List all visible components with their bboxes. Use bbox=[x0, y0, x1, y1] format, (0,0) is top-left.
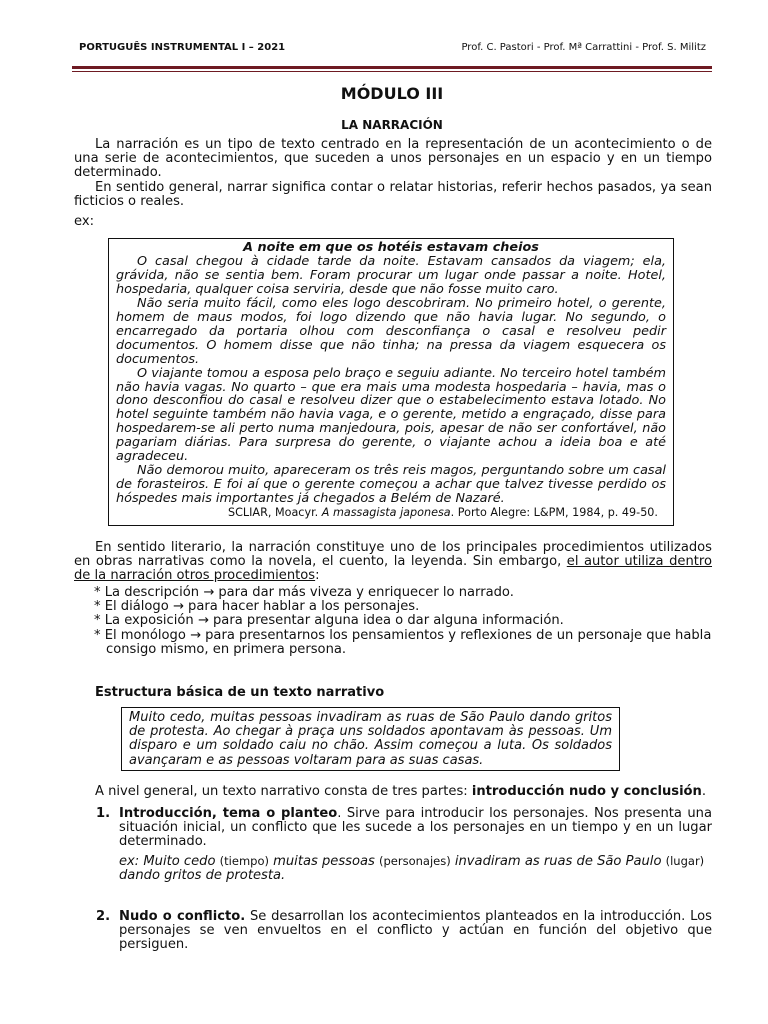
story-box bbox=[108, 238, 674, 526]
list-item: * La descripción → para dar más viveza y enriquecer lo narrado. bbox=[94, 585, 514, 600]
story-source: SCLIAR, Moacyr. A massagista japonesa. Porto Alegre: L&PM, 1984, p. 49-50. bbox=[227, 506, 658, 520]
procedures-list bbox=[94, 586, 712, 657]
header-rule-thick bbox=[72, 66, 712, 69]
example-label: ex: bbox=[74, 214, 94, 229]
course-title: PORTUGUÊS INSTRUMENTAL I – 2021 bbox=[79, 42, 286, 53]
story-paragraph: O viajante tomou a esposa pelo braço e seguiu adiante. No terceiro hotel também não havia vagas. No quarto – que era mais uma modesta hospedaria – havia, mas o dono desconfiou do casal e resolveu dizer que o estabelecimento estava lotado. No hotel seguinte também não havia vaga, e o gerente, metido a engraçado, disse para hospedarem-se ali perto numa manjedoura, pois, apesar de não ser confortável, não pagariam diárias. Para surpresa do gerente, o viajante achou a ideia boa e até agradeceu. bbox=[116, 365, 666, 465]
intro-paragraph-1: La narración es un tipo de texto centrado en la representación de un acontecimiento o de una serie de acontecimientos, que suceden a unos personajes en un espacio y en un tiempo determinado. bbox=[74, 137, 712, 181]
list-item: * El diálogo → para hacer hablar a los personajes. bbox=[94, 599, 420, 615]
structure-heading: Estructura básica de un texto narrativo bbox=[95, 685, 385, 700]
item-title: Nudo o conflicto. bbox=[119, 909, 246, 924]
item-example: ex: Muito cedo (tiempo) muitas pessoas (personajes) invadiram as ruas de São Paulo (lugar) dando gritos de protesta. bbox=[119, 853, 705, 883]
intro-paragraph-2: En sentido general, narrar significa contar o relatar historias, referir hechos pasados, ya sean ficticios o reales. bbox=[74, 180, 712, 210]
underlined-phrase: el autor utiliza dentro de la narración otros procedimientos bbox=[74, 554, 713, 584]
parts-bold: introducción nudo y conclusión bbox=[471, 784, 702, 799]
story-title: A noite em que os hotéis estavam cheios bbox=[243, 240, 539, 255]
list-item: * La exposición → para presentar alguna idea o dar alguna información. bbox=[94, 613, 564, 629]
numbered-item-2 bbox=[96, 910, 712, 953]
numbered-item-1 bbox=[96, 807, 712, 883]
section-title: LA NARRACIÓN bbox=[341, 118, 443, 132]
book-title: A massagista japonesa bbox=[321, 506, 451, 520]
item-content: Nudo o conflicto. Se desarrollan los acontecimientos planteados en la introducción. Los personajes se ven envueltos en el conflicto y actúan en función del objetivo que persiguen. bbox=[119, 909, 712, 953]
item-number: 2. bbox=[96, 909, 111, 924]
item-number: 1. bbox=[96, 806, 111, 821]
story-paragraph: Não demorou muito, apareceram os três reis magos, perguntando sobre um casal de forasteiros. E foi aí que o gerente começou a achar que talvez tivesse perdido os hóspedes mais importantes já chegados a Belém de Nazaré. bbox=[116, 463, 666, 507]
header-rule-thin bbox=[72, 71, 712, 72]
list-item: * El monólogo → para presentarnos los pensamientos y reflexiones de un personaje que habla consigo mismo, en primera persona. bbox=[94, 627, 712, 657]
literary-paragraph: En sentido literario, la narración constituye uno de los principales procedimientos utilizados en obras narrativas como la novela, el cuento, la leyenda. Sin embargo, el autor utiliza dentro de la narración otros procedimientos: bbox=[74, 540, 713, 584]
story-paragraph: O casal chegou à cidade tarde da noite. Estavam cansados da viagem; ela, grávida, não se sentia bem. Foram procurar um lugar onde passar a noite. Hotel, hospedaria, qualquer coisa serviria, desde que não fosse muito caro. bbox=[116, 253, 666, 297]
page-header bbox=[79, 42, 706, 56]
structure-example-box: Muito cedo, muitas pessoas invadiram as ruas de São Paulo dando gritos de protesta. Ao chegar à praça uns soldados apontavam às pessoas. Um disparo e um soldado caiu no chão. Assim começou a luta. Os soldados avançaram e as pessoas voltaram para as suas casas. bbox=[121, 707, 620, 771]
module-title: MÓDULO III bbox=[340, 84, 444, 103]
item-title: Introducción, tema o planteo bbox=[119, 806, 338, 821]
parts-paragraph: A nivel general, un texto narrativo consta de tres partes: introducción nudo y conclusión. bbox=[95, 784, 707, 799]
professors: Prof. C. Pastori - Prof. Mª Carrattini - Prof. S. Militz bbox=[461, 42, 706, 53]
story-paragraph: Não seria muito fácil, como eles logo descobriram. No primeiro hotel, o gerente, homem de maus modos, foi logo dizendo que não havia lugar. No segundo, o encarregado da portaria olhou com desconfiança o casal e resolveu pedir documentos. O homem disse que não tinha; na pressa da viagem esquecera os documentos. bbox=[116, 295, 666, 367]
item-content: Introducción, tema o planteo. Sirve para introducir los personajes. Nos presenta una situación inicial, un conflicto que les sucede a los personajes en un tiempo y en un lugar determinado. bbox=[119, 806, 712, 850]
